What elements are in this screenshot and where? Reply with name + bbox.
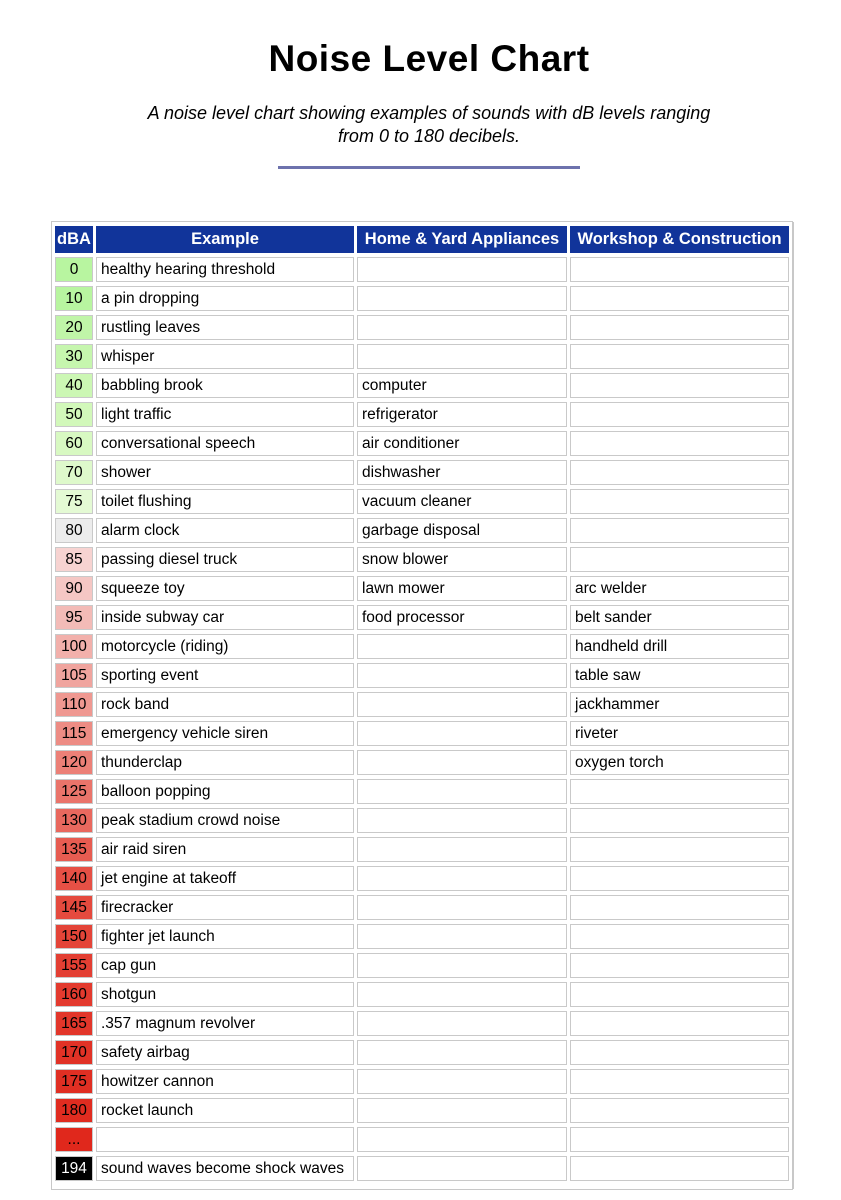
home-appliance-cell <box>357 1069 567 1094</box>
example-cell: emergency vehicle siren <box>96 721 354 746</box>
table-row <box>55 315 789 340</box>
home-appliance-cell <box>357 808 567 833</box>
workshop-cell: arc welder <box>570 576 789 601</box>
example-cell: cap gun <box>96 953 354 978</box>
workshop-cell <box>570 1040 789 1065</box>
example-cell <box>96 1127 354 1152</box>
table-row <box>55 721 789 746</box>
workshop-cell <box>570 257 789 282</box>
db-level-cell: 130 <box>55 808 93 833</box>
workshop-cell <box>570 895 789 920</box>
table-row <box>55 895 789 920</box>
example-cell: sound waves become shock waves <box>96 1156 354 1181</box>
db-level-cell: 115 <box>55 721 93 746</box>
db-level-cell: 20 <box>55 315 93 340</box>
table-row <box>55 750 789 775</box>
title-divider <box>278 166 580 169</box>
db-level-cell: 194 <box>55 1156 93 1181</box>
home-appliance-cell: snow blower <box>357 547 567 572</box>
workshop-cell: oxygen torch <box>570 750 789 775</box>
table-frame-edge <box>793 222 794 1189</box>
home-appliance-cell: refrigerator <box>357 402 567 427</box>
page-title: Noise Level Chart <box>268 38 590 79</box>
workshop-cell <box>570 837 789 862</box>
example-cell: shotgun <box>96 982 354 1007</box>
workshop-cell <box>570 779 789 804</box>
table-row <box>55 489 789 514</box>
db-level-cell: 75 <box>55 489 93 514</box>
workshop-cell <box>570 315 789 340</box>
workshop-cell: jackhammer <box>570 692 789 717</box>
table-row <box>55 692 789 717</box>
example-cell: passing diesel truck <box>96 547 354 572</box>
home-appliance-cell <box>357 1011 567 1036</box>
workshop-cell <box>570 489 789 514</box>
workshop-cell <box>570 1011 789 1036</box>
workshop-cell <box>570 402 789 427</box>
db-level-cell: 165 <box>55 1011 93 1036</box>
home-appliance-cell <box>357 344 567 369</box>
workshop-cell: table saw <box>570 663 789 688</box>
db-level-cell: 30 <box>55 344 93 369</box>
db-level-cell: 160 <box>55 982 93 1007</box>
db-level-cell: 40 <box>55 373 93 398</box>
db-level-cell: 80 <box>55 518 93 543</box>
example-cell: inside subway car <box>96 605 354 630</box>
example-cell: a pin dropping <box>96 286 354 311</box>
example-cell: .357 magnum revolver <box>96 1011 354 1036</box>
workshop-cell <box>570 1127 789 1152</box>
example-cell: jet engine at takeoff <box>96 866 354 891</box>
workshop-cell: handheld drill <box>570 634 789 659</box>
home-appliance-cell <box>357 982 567 1007</box>
home-appliance-cell <box>357 663 567 688</box>
db-level-cell: 0 <box>55 257 93 282</box>
table-row <box>55 779 789 804</box>
db-level-cell: ... <box>55 1127 93 1152</box>
example-cell: peak stadium crowd noise <box>96 808 354 833</box>
example-cell: rocket launch <box>96 1098 354 1123</box>
example-cell: firecracker <box>96 895 354 920</box>
table-row <box>55 547 789 572</box>
workshop-cell <box>570 953 789 978</box>
workshop-cell: riveter <box>570 721 789 746</box>
db-level-cell: 120 <box>55 750 93 775</box>
home-appliance-cell: garbage disposal <box>357 518 567 543</box>
workshop-cell <box>570 373 789 398</box>
example-cell: toilet flushing <box>96 489 354 514</box>
table-row <box>55 402 789 427</box>
subtitle-line-1: A noise level chart showing examples of sounds with dB levels ranging <box>147 103 711 123</box>
home-appliance-cell <box>357 1127 567 1152</box>
table-row <box>55 953 789 978</box>
home-appliance-cell <box>357 315 567 340</box>
home-appliance-cell: food processor <box>357 605 567 630</box>
header-home-yard-appliances: Home & Yard Appliances <box>357 226 567 253</box>
home-appliance-cell <box>357 924 567 949</box>
example-cell: safety airbag <box>96 1040 354 1065</box>
db-level-cell: 150 <box>55 924 93 949</box>
db-level-cell: 155 <box>55 953 93 978</box>
table-row <box>55 286 789 311</box>
header-example: Example <box>96 226 354 253</box>
workshop-cell <box>570 1098 789 1123</box>
db-level-cell: 85 <box>55 547 93 572</box>
table-row <box>55 808 789 833</box>
db-level-cell: 110 <box>55 692 93 717</box>
table-body <box>55 253 789 1181</box>
db-level-cell: 60 <box>55 431 93 456</box>
table-row <box>55 460 789 485</box>
table-header-row <box>55 226 789 253</box>
noise-level-table <box>52 226 792 1181</box>
db-level-cell: 70 <box>55 460 93 485</box>
home-appliance-cell <box>357 895 567 920</box>
example-cell: shower <box>96 460 354 485</box>
home-appliance-cell <box>357 1098 567 1123</box>
example-cell: light traffic <box>96 402 354 427</box>
home-appliance-cell <box>357 866 567 891</box>
home-appliance-cell <box>357 779 567 804</box>
page-subtitle <box>0 102 841 148</box>
home-appliance-cell <box>357 1040 567 1065</box>
example-cell: rock band <box>96 692 354 717</box>
workshop-cell <box>570 1069 789 1094</box>
table-row <box>55 373 789 398</box>
table-row <box>55 982 789 1007</box>
noise-table-frame <box>51 221 793 1190</box>
table-row <box>55 431 789 456</box>
example-cell: howitzer cannon <box>96 1069 354 1094</box>
workshop-cell <box>570 924 789 949</box>
table-row <box>55 257 789 282</box>
example-cell: balloon popping <box>96 779 354 804</box>
workshop-cell <box>570 344 789 369</box>
header-dba: dBA <box>55 226 93 253</box>
table-row <box>55 1040 789 1065</box>
home-appliance-cell <box>357 692 567 717</box>
example-cell: fighter jet launch <box>96 924 354 949</box>
example-cell: healthy hearing threshold <box>96 257 354 282</box>
table-row <box>55 1127 789 1152</box>
example-cell: alarm clock <box>96 518 354 543</box>
db-level-cell: 170 <box>55 1040 93 1065</box>
workshop-cell <box>570 1156 789 1181</box>
home-appliance-cell: dishwasher <box>357 460 567 485</box>
table-row <box>55 605 789 630</box>
workshop-cell: belt sander <box>570 605 789 630</box>
home-appliance-cell <box>357 953 567 978</box>
db-level-cell: 105 <box>55 663 93 688</box>
example-cell: conversational speech <box>96 431 354 456</box>
workshop-cell <box>570 460 789 485</box>
db-level-cell: 95 <box>55 605 93 630</box>
db-level-cell: 100 <box>55 634 93 659</box>
subtitle-line-2: from 0 to 180 decibels. <box>337 126 521 146</box>
db-level-cell: 125 <box>55 779 93 804</box>
workshop-cell <box>570 518 789 543</box>
db-level-cell: 90 <box>55 576 93 601</box>
example-cell: babbling brook <box>96 373 354 398</box>
db-level-cell: 180 <box>55 1098 93 1123</box>
table-row <box>55 663 789 688</box>
example-cell: whisper <box>96 344 354 369</box>
home-appliance-cell: computer <box>357 373 567 398</box>
db-level-cell: 135 <box>55 837 93 862</box>
db-level-cell: 140 <box>55 866 93 891</box>
example-cell: motorcycle (riding) <box>96 634 354 659</box>
db-level-cell: 145 <box>55 895 93 920</box>
table-row <box>55 576 789 601</box>
header-workshop-construction: Workshop & Construction <box>570 226 789 253</box>
table-row <box>55 344 789 369</box>
example-cell: air raid siren <box>96 837 354 862</box>
db-level-cell: 10 <box>55 286 93 311</box>
workshop-cell <box>570 982 789 1007</box>
workshop-cell <box>570 866 789 891</box>
table-row <box>55 634 789 659</box>
example-cell: squeeze toy <box>96 576 354 601</box>
table-row <box>55 1011 789 1036</box>
table-row <box>55 866 789 891</box>
home-appliance-cell: air conditioner <box>357 431 567 456</box>
example-cell: sporting event <box>96 663 354 688</box>
home-appliance-cell <box>357 634 567 659</box>
example-cell: thunderclap <box>96 750 354 775</box>
table-row <box>55 1069 789 1094</box>
table-row <box>55 837 789 862</box>
home-appliance-cell <box>357 721 567 746</box>
workshop-cell <box>570 547 789 572</box>
home-appliance-cell <box>357 837 567 862</box>
home-appliance-cell <box>357 750 567 775</box>
workshop-cell <box>570 286 789 311</box>
table-row <box>55 1098 789 1123</box>
workshop-cell <box>570 808 789 833</box>
db-level-cell: 175 <box>55 1069 93 1094</box>
example-cell: rustling leaves <box>96 315 354 340</box>
table-row <box>55 1156 789 1181</box>
db-level-cell: 50 <box>55 402 93 427</box>
table-row <box>55 518 789 543</box>
table-row <box>55 924 789 949</box>
home-appliance-cell <box>357 1156 567 1181</box>
workshop-cell <box>570 431 789 456</box>
home-appliance-cell <box>357 286 567 311</box>
home-appliance-cell: vacuum cleaner <box>357 489 567 514</box>
home-appliance-cell <box>357 257 567 282</box>
home-appliance-cell: lawn mower <box>357 576 567 601</box>
